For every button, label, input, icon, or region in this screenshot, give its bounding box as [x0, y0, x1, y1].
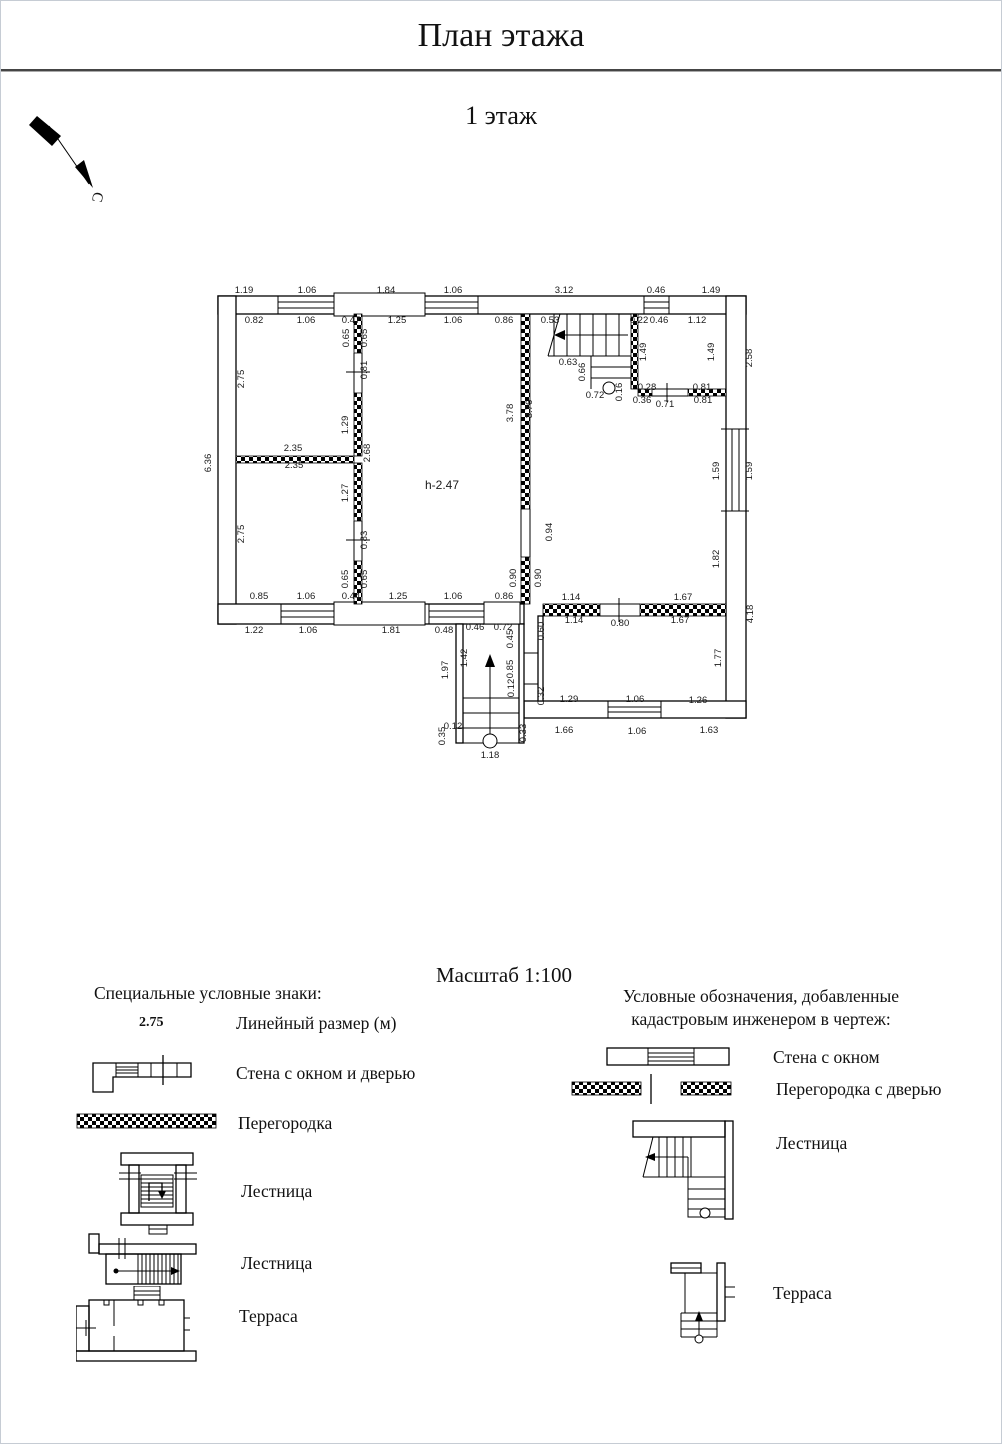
- dim-label: 1.49: [638, 342, 649, 362]
- dim-label: 0.85: [249, 591, 269, 602]
- floor-plan-drawing: [186, 266, 786, 776]
- dim-label: 1.27: [340, 483, 351, 503]
- dim-label: 0.90: [508, 568, 519, 588]
- north-arrow: [21, 96, 161, 216]
- dim-label: 1.06: [443, 285, 463, 296]
- room-height-label: h-2.47: [424, 478, 460, 492]
- dim-label: 1.77: [713, 648, 724, 668]
- dim-label: 3.78: [505, 403, 516, 423]
- dim-label: 0.65: [359, 328, 370, 348]
- staircase-plan-symbol: [119, 1149, 197, 1237]
- dim-label: 0.22: [629, 315, 649, 326]
- dim-label: 0.32: [536, 686, 547, 706]
- dim-label: 0.65: [359, 569, 370, 589]
- staircase-top: [548, 314, 631, 394]
- dim-label: 0.90: [533, 568, 544, 588]
- outer-walls: [218, 296, 746, 743]
- steps-direction-arrow: [485, 654, 495, 667]
- title-separator: [1, 69, 1001, 72]
- scale-label: Масштаб 1:100: [435, 963, 572, 987]
- dim-label: 0.46: [649, 315, 669, 326]
- dim-label: 1.26: [688, 695, 708, 706]
- dim-label: 1.06: [625, 694, 645, 705]
- north-letter: С: [88, 190, 106, 204]
- legend-item-label: Терраса: [239, 1306, 298, 1326]
- dim-label: 1.06: [296, 315, 316, 326]
- dim-label: 1.67: [673, 592, 693, 603]
- dim-label: 0.36: [632, 395, 652, 406]
- dim-label: 1.25: [388, 591, 408, 602]
- legend-right-header-line1: Условные обозначения, добавленные: [622, 986, 900, 1006]
- dim-label: 0.81: [693, 395, 713, 406]
- dim-label: 0.82: [244, 315, 264, 326]
- legend-item-label: Лестница: [241, 1181, 313, 1201]
- dim-label: 1.22: [244, 625, 264, 636]
- north-arrow-head: [75, 160, 93, 188]
- dim-label: 1.29: [559, 694, 579, 705]
- windows: [278, 296, 749, 718]
- dim-label: 0.35: [437, 726, 448, 746]
- legend-item-label: Стена с окном: [773, 1047, 880, 1067]
- dim-label: 0.85: [505, 659, 516, 679]
- dim-label: 1.59: [744, 461, 755, 481]
- dim-label: 0.81: [359, 360, 370, 380]
- dim-label: 1.42: [459, 648, 470, 668]
- dim-label: 2.75: [236, 369, 247, 389]
- dim-label: 4.18: [745, 604, 756, 624]
- dim-label: 1.06: [296, 591, 316, 602]
- dim-label: 1.19: [234, 285, 254, 296]
- dim-label: 0.83: [359, 530, 370, 550]
- dim-label: 1.06: [298, 625, 318, 636]
- north-arrow-feather: [29, 116, 61, 146]
- dim-label: 0.12: [506, 678, 517, 698]
- dim-label: 3.76: [524, 399, 535, 419]
- dim-label: 0.72: [493, 622, 513, 633]
- legend-right-header: [596, 985, 926, 1031]
- dim-label: 1.06: [443, 591, 463, 602]
- dim-label: 0.71: [655, 399, 675, 410]
- terrace-symbol: [76, 1286, 198, 1371]
- dim-label: 0.47: [341, 315, 361, 326]
- legend-item-label: Перегородка с дверью: [776, 1079, 942, 1099]
- dim-label: 3.12: [554, 285, 574, 296]
- partition-door-symbol: [571, 1073, 733, 1105]
- wall-window-symbol: [606, 1047, 731, 1067]
- dim-label: 0.44: [341, 591, 361, 602]
- dim-label: 1.66: [554, 725, 574, 736]
- legend-item-label: Лестница: [241, 1253, 313, 1273]
- staircase-l-symbol: [631, 1119, 739, 1221]
- dim-label: 2.58: [744, 348, 755, 368]
- dim-label: 0.12: [443, 721, 463, 732]
- dim-label: 0.16: [614, 382, 625, 402]
- dim-label: 0.66: [577, 362, 588, 382]
- legend-item-label: Стена с окном и дверью: [236, 1063, 416, 1083]
- partitions: [236, 314, 726, 622]
- dim-label: 1.25: [387, 315, 407, 326]
- dim-label: 0.28: [637, 382, 657, 393]
- legend-right-header-line2: кадастровым инженером в чертеж:: [631, 1008, 891, 1029]
- partition-symbol: [76, 1113, 218, 1130]
- dim-label: 0.65: [340, 569, 351, 589]
- terrace-steps-symbol: [669, 1259, 741, 1349]
- dim-label: 1.14: [564, 615, 584, 626]
- dim-label: 1.49: [701, 285, 721, 296]
- legend-item-label: Терраса: [773, 1283, 832, 1303]
- linear-dimension-sample: 2.75: [139, 1015, 164, 1030]
- dim-label: 0.53: [540, 315, 560, 326]
- dim-label: 2.35: [284, 460, 304, 471]
- wall-window-door-symbol: [89, 1051, 199, 1097]
- dim-label: 1.59: [711, 461, 722, 481]
- floor-subtitle: 1 этаж: [465, 101, 537, 130]
- dim-label: 1.97: [440, 660, 451, 680]
- dim-label: 0.45: [505, 629, 516, 649]
- stair-direction-arrow: [554, 330, 565, 340]
- dim-label: 1.82: [711, 549, 722, 569]
- dim-label: 2.35: [283, 443, 303, 454]
- dim-label: 2.68: [362, 443, 373, 463]
- dim-label: 0.65: [341, 328, 352, 348]
- dim-label: 0.81: [692, 382, 712, 393]
- dim-label: 0.80: [610, 618, 630, 629]
- staircase-side-symbol: [86, 1231, 198, 1289]
- dim-label: 1.06: [627, 726, 647, 737]
- dim-label: 2.75: [236, 524, 247, 544]
- dim-label: 1.14: [561, 592, 581, 603]
- dim-label: 6.36: [203, 453, 214, 473]
- dim-label: 1.49: [706, 342, 717, 362]
- dim-label: 1.06: [443, 315, 463, 326]
- dim-labels: [203, 285, 756, 761]
- dim-label: 0.94: [544, 522, 555, 542]
- dim-label: 1.12: [687, 315, 707, 326]
- dim-label: 0.63: [558, 357, 578, 368]
- dim-label: 1.06: [297, 285, 317, 296]
- dim-label: 1.29: [340, 415, 351, 435]
- dim-label: 0.60: [536, 621, 547, 641]
- dim-label: 1.18: [480, 750, 500, 761]
- dim-label: 0.72: [585, 390, 605, 401]
- dim-label: 0.86: [494, 315, 514, 326]
- dim-label: 1.67: [670, 615, 690, 626]
- legend-item-label: Линейный размер (м): [236, 1013, 397, 1033]
- dim-label: 0.46: [465, 622, 485, 633]
- dim-label: 0.46: [646, 285, 666, 296]
- legend-left-header: Специальные условные знаки:: [94, 983, 322, 1003]
- legend-item-label: Лестница: [776, 1133, 848, 1153]
- steps-column: [483, 734, 497, 748]
- legend-item-label: Перегородка: [238, 1113, 333, 1133]
- dim-label: 1.81: [381, 625, 401, 636]
- dim-label: 0.48: [434, 625, 454, 636]
- dim-label: 0.86: [494, 591, 514, 602]
- page-title: План этажа: [417, 17, 585, 54]
- dim-label: 1.84: [376, 285, 396, 296]
- dim-label: 1.63: [699, 725, 719, 736]
- dim-label: 0.33: [518, 723, 529, 743]
